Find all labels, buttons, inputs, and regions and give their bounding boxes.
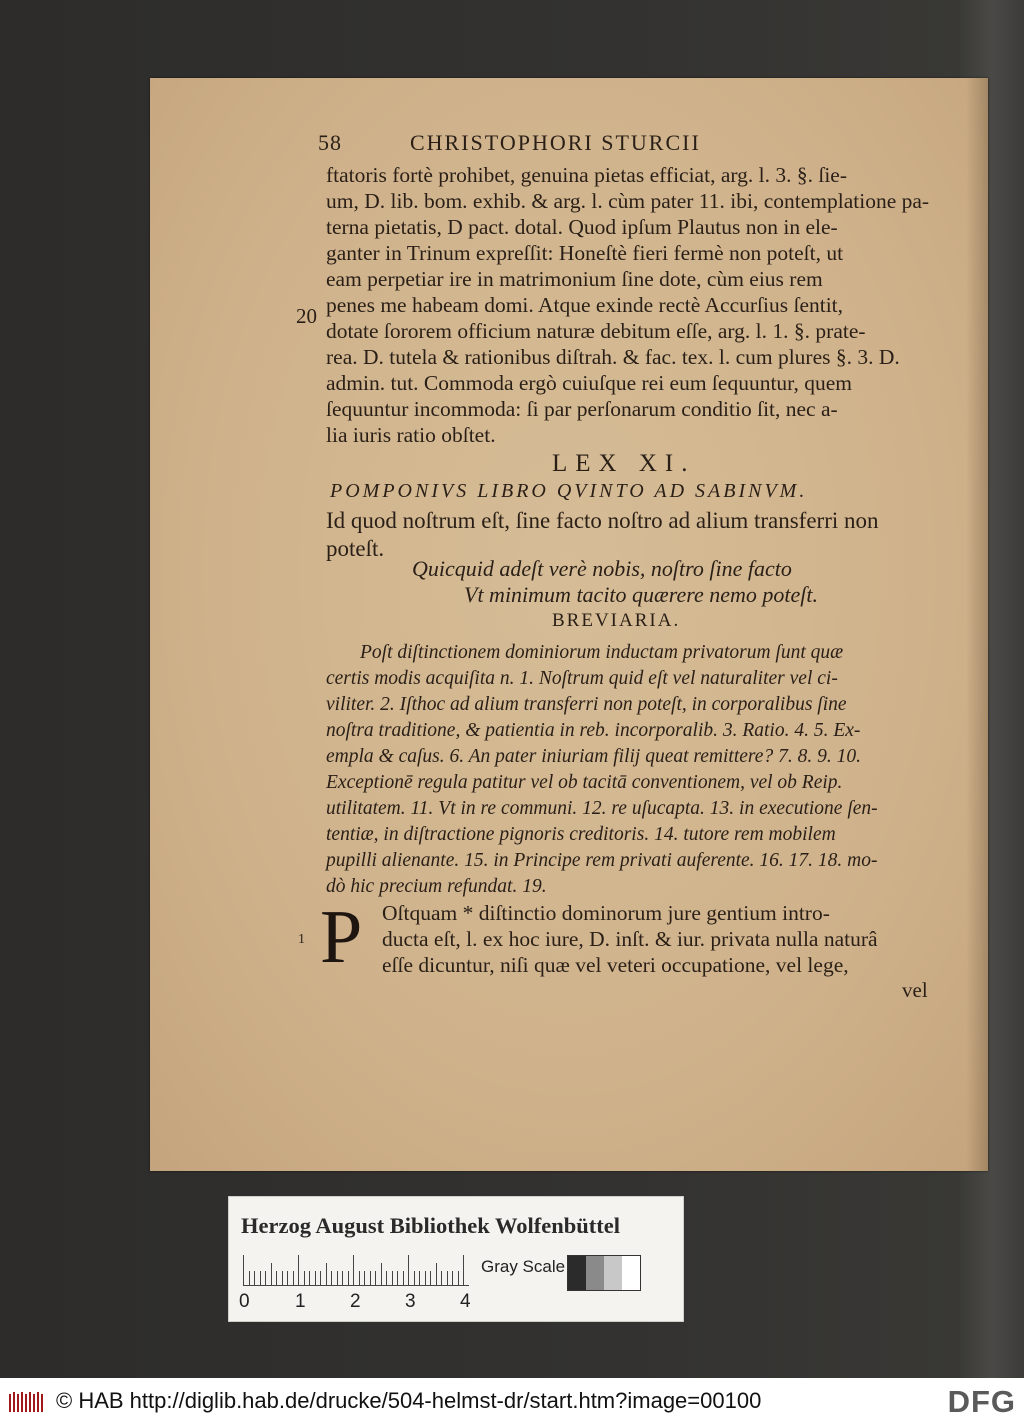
body-line: penes me habeam domi. Atque exinde rectè Accurſius ſentit, [326, 293, 844, 317]
ruler-baseline [243, 1285, 469, 1286]
final-line: ducta eſt, l. ex hoc iure, D. inſt. & iur. privata nulla naturâ [382, 927, 878, 951]
ruler-tick [392, 1271, 393, 1285]
breviaria-line: viliter. 2. Iſthoc ad alium transferri non poteſt, in corporalibus ſine [326, 694, 847, 715]
ruler-tick [331, 1271, 332, 1285]
margin-marker: 1 [298, 932, 305, 947]
ruler-tick [315, 1271, 316, 1285]
ruler-tick [265, 1271, 266, 1285]
body-line: admin. tut. Commoda ergò cuiuſque rei eum ſequuntur, quem [326, 371, 852, 395]
breviaria-line: Exceptionē regula patitur vel ob tacitā conventionem, vel ob Reip. [326, 772, 843, 793]
breviaria-line: pupilli alienante. 15. in Principe rem privati auferente. 16. 17. 18. mo- [326, 850, 878, 871]
body-line: rea. D. tutela & rationibus diſtrah. & fac. tex. l. cum plures §. 3. D. [326, 345, 900, 369]
ruler-tick [430, 1271, 431, 1285]
ruler-tick [463, 1255, 464, 1285]
lex-subtitle: POMPONIVS LIBRO QVINTO AD SABINVM. [330, 480, 808, 502]
gray-step [586, 1256, 604, 1290]
book-page [150, 78, 988, 1171]
gray-step [622, 1256, 640, 1290]
ruler-tick [260, 1271, 261, 1285]
gray-step [568, 1256, 586, 1290]
dfg-logo: DFG [947, 1384, 1016, 1419]
ruler-tick [364, 1271, 365, 1285]
breviaria-line: dò hic precium refundat. 19. [326, 876, 547, 897]
page-gutter-shadow [966, 78, 988, 1171]
lex-text-line: poteſt. [326, 536, 385, 561]
ruler-tick [320, 1271, 321, 1285]
body-line: lia iuris ratio obſtet. [326, 423, 496, 447]
ruler-number: 1 [295, 1291, 306, 1312]
ruler-tick [287, 1271, 288, 1285]
drop-cap: P [320, 895, 363, 979]
ruler-tick [353, 1255, 354, 1285]
ruler-tick [276, 1271, 277, 1285]
ruler-tick [441, 1271, 442, 1285]
ruler-tick [381, 1263, 382, 1285]
gray-scale-bar [567, 1255, 641, 1291]
breviaria-line: certis modis acquiſita n. 1. Noſtrum quid eſt vel naturaliter vel ci- [326, 668, 838, 689]
ruler-tick [397, 1271, 398, 1285]
body-line: um, D. lib. bom. exhib. & arg. l. cùm pater 11. ibi, contemplatione pa- [326, 189, 930, 213]
ruler-tick [271, 1263, 272, 1285]
ruler-tick [243, 1255, 244, 1285]
ruler-tick [348, 1271, 349, 1285]
breviaria-line: utilitatem. 11. Vt in re communi. 12. re uſucapta. 13. in executione ſen- [326, 798, 878, 819]
final-line: Oſtquam * diſtinctio dominorum jure gentium intro- [382, 901, 830, 925]
scale-ruler [243, 1253, 469, 1287]
line-number: 20 [296, 304, 317, 328]
breviaria-line: tentiæ, in diſtractione pignoris creditoris. 14. tutore rem mobilem [326, 824, 836, 845]
body-line: terna pietatis, D pact. dotal. Quod ipſum Plautus non in ele- [326, 215, 838, 239]
footer-credit-link[interactable]: © HAB http://diglib.hab.de/drucke/504-helmst-dr/start.htm?image=00100 [56, 1388, 762, 1413]
card-title: Herzog August Bibliothek Wolfenbüttel [241, 1213, 620, 1238]
ruler-tick [386, 1271, 387, 1285]
ruler-tick [458, 1271, 459, 1285]
catchword: vel [902, 978, 928, 1002]
ruler-tick [370, 1271, 371, 1285]
ruler-tick [249, 1271, 250, 1285]
breviaria-heading: BREVIARIA. [552, 610, 681, 631]
ruler-tick [298, 1255, 299, 1285]
ruler-tick [419, 1271, 420, 1285]
breviaria-line: noſtra traditione, & patientia in reb. incorporalib. 3. Ratio. 4. 5. Ex- [326, 720, 861, 741]
ruler-tick [293, 1271, 294, 1285]
ruler-tick [304, 1271, 305, 1285]
ruler-tick [342, 1271, 343, 1285]
library-color-card [228, 1196, 684, 1322]
ruler-tick [326, 1263, 327, 1285]
ruler-tick [254, 1271, 255, 1285]
gray-scale-label: Gray Scale [481, 1257, 566, 1276]
ruler-tick [408, 1255, 409, 1285]
ruler-tick [452, 1271, 453, 1285]
running-head: CHRISTOPHORI STURCII [410, 130, 701, 155]
final-line: eſſe dicuntur, niſi quæ vel veteri occupatione, vel lege, [382, 953, 849, 977]
ruler-number: 0 [239, 1291, 250, 1312]
ruler-number: 4 [460, 1291, 471, 1312]
verse-line: Vt minimum tacito quærere nemo poteſt. [464, 582, 818, 607]
ruler-tick [414, 1271, 415, 1285]
ruler-tick [359, 1271, 360, 1285]
ruler-tick [447, 1271, 448, 1285]
lex-title: LEX XI. [552, 450, 696, 477]
body-line: ganter in Trinum expreſſit: Honeſtè fieri fermè non poteſt, ut [326, 241, 844, 265]
breviaria-line: Poſt diſtinctionem dominiorum inductam privatorum ſunt quæ [360, 642, 844, 663]
ruler-tick [436, 1263, 437, 1285]
ruler-tick [282, 1271, 283, 1285]
ruler-tick [375, 1271, 376, 1285]
lex-text-line: Id quod noſtrum eſt, ſine facto noſtro ad alium transferri non [326, 508, 879, 533]
body-line: dotate ſororem officium naturæ debitum eſſe, arg. l. 1. §. prate- [326, 319, 866, 343]
body-line: ſequuntur incommoda: ſi par perſonarum conditio ſit, nec a- [326, 397, 838, 421]
ruler-tick [337, 1271, 338, 1285]
ruler-tick [403, 1271, 404, 1285]
body-line: ftatoris fortè prohibet, genuina pietas efficiat, arg. l. 3. §. ſie- [326, 163, 848, 187]
page-number: 58 [318, 130, 342, 155]
ruler-number: 3 [405, 1291, 416, 1312]
ruler-tick [309, 1271, 310, 1285]
footer-bar [0, 1378, 1024, 1425]
ruler-tick [425, 1271, 426, 1285]
hab-logo-icon [8, 1390, 46, 1414]
verse-line: Quicquid adeſt verè nobis, noſtro ſine facto [412, 556, 792, 581]
ruler-number: 2 [350, 1291, 361, 1312]
body-line: eam perpetiar ire in matrimonium ſine dote, cùm eius rem [326, 267, 823, 291]
breviaria-line: empla & caſus. 6. An pater iniuriam filij queat remittere? 7. 8. 9. 10. [326, 746, 861, 767]
gray-step [604, 1256, 622, 1290]
